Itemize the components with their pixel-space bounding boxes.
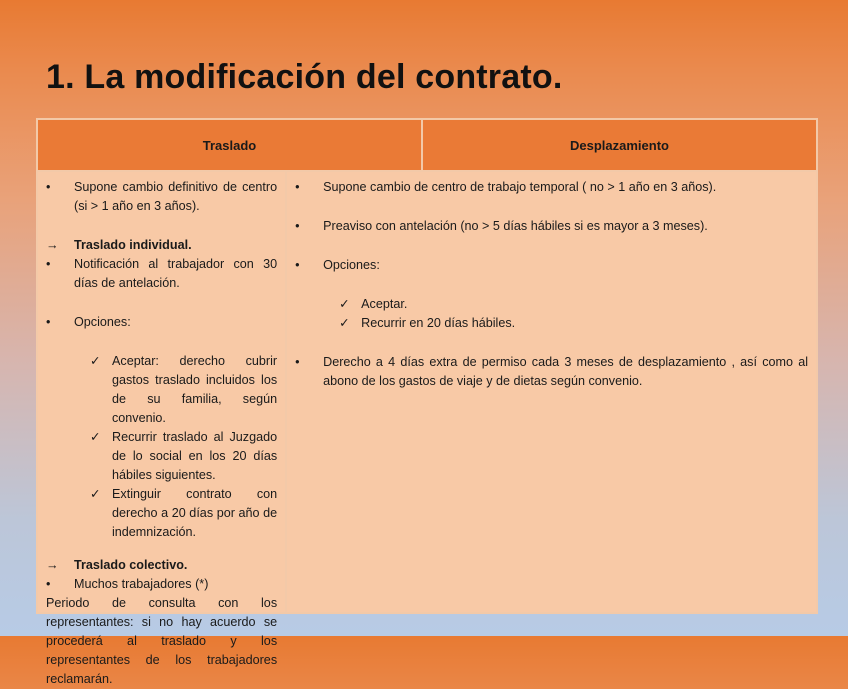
arrow-icon: →: [46, 558, 59, 572]
header-traslado: Traslado: [38, 120, 423, 170]
check-icon: ✓: [339, 297, 350, 311]
desplazamiento-column: [287, 172, 816, 614]
list-item-text: Opciones:: [323, 258, 380, 272]
list-item: [295, 178, 808, 197]
option-item: [46, 352, 277, 428]
list-item: [46, 178, 277, 216]
arrow-icon: →: [46, 238, 59, 252]
check-icon: ✓: [90, 354, 101, 368]
list-item: [295, 217, 808, 236]
option-item: [46, 428, 277, 485]
table-header-row: [38, 120, 816, 172]
bullet-icon: •: [46, 180, 51, 194]
option-text: Aceptar.: [361, 297, 408, 311]
check-icon: ✓: [339, 316, 350, 330]
list-item-text: Preaviso con antelación (no > 5 días hábiles si es mayor a 3 meses).: [323, 219, 708, 233]
section-heading-text: Traslado individual.: [74, 238, 192, 252]
slide-title: 1. La modificación del contrato.: [46, 58, 563, 96]
list-item-text: Derecho a 4 días extra de permiso cada 3 meses de desplazamiento , así como al abono de los gastos de viaje y de dietas según convenio.: [323, 355, 808, 388]
option-item: [46, 485, 277, 542]
option-text: Aceptar: derecho cubrir gastos traslado incluidos los de su familia, según convenio.: [112, 354, 278, 425]
bullet-icon: •: [295, 355, 300, 369]
list-item: [46, 255, 277, 293]
comparison-table: [36, 118, 818, 686]
list-item: [46, 313, 277, 332]
check-icon: ✓: [90, 487, 101, 501]
list-item-text: Supone cambio de centro de trabajo temporal ( no > 1 año en 3 años).: [323, 180, 717, 194]
section-heading: [46, 556, 277, 575]
bullet-icon: •: [295, 180, 300, 194]
list-item: [46, 575, 277, 594]
section-heading-text: Traslado colectivo.: [74, 558, 188, 572]
bullet-icon: •: [46, 257, 51, 271]
table-body-row: [38, 172, 816, 686]
list-item-text: Notificación al trabajador con 30 días de antelación.: [74, 257, 278, 290]
option-text: Recurrir en 20 días hábiles.: [361, 316, 516, 330]
bullet-icon: •: [295, 258, 300, 272]
bullet-icon: •: [46, 315, 51, 329]
section-heading: [46, 236, 277, 255]
bullet-icon: •: [46, 577, 51, 591]
list-item-text: Muchos trabajadores (*): [74, 577, 209, 591]
traslado-column: [38, 172, 287, 686]
list-item-text: Supone cambio definitivo de centro (si > 1 año en 3 años).: [74, 180, 278, 213]
header-desplazamiento: Desplazamiento: [570, 137, 669, 153]
bullet-icon: •: [295, 219, 300, 233]
list-item: [295, 353, 808, 391]
paragraph: Periodo de consulta con los representantes: si no hay acuerdo se procederá al traslado y los representantes de los trabajadores reclamarán.: [46, 596, 278, 686]
list-item-text: Opciones:: [74, 315, 131, 329]
check-icon: ✓: [90, 430, 101, 444]
option-item: [295, 295, 808, 314]
option-text: Extinguir contrato con derecho a 20 días por año de indemnización.: [112, 487, 278, 539]
list-item: [295, 256, 808, 275]
option-text: Recurrir traslado al Juzgado de lo social en los 20 días hábiles siguientes.: [112, 430, 278, 482]
option-item: [295, 314, 808, 333]
